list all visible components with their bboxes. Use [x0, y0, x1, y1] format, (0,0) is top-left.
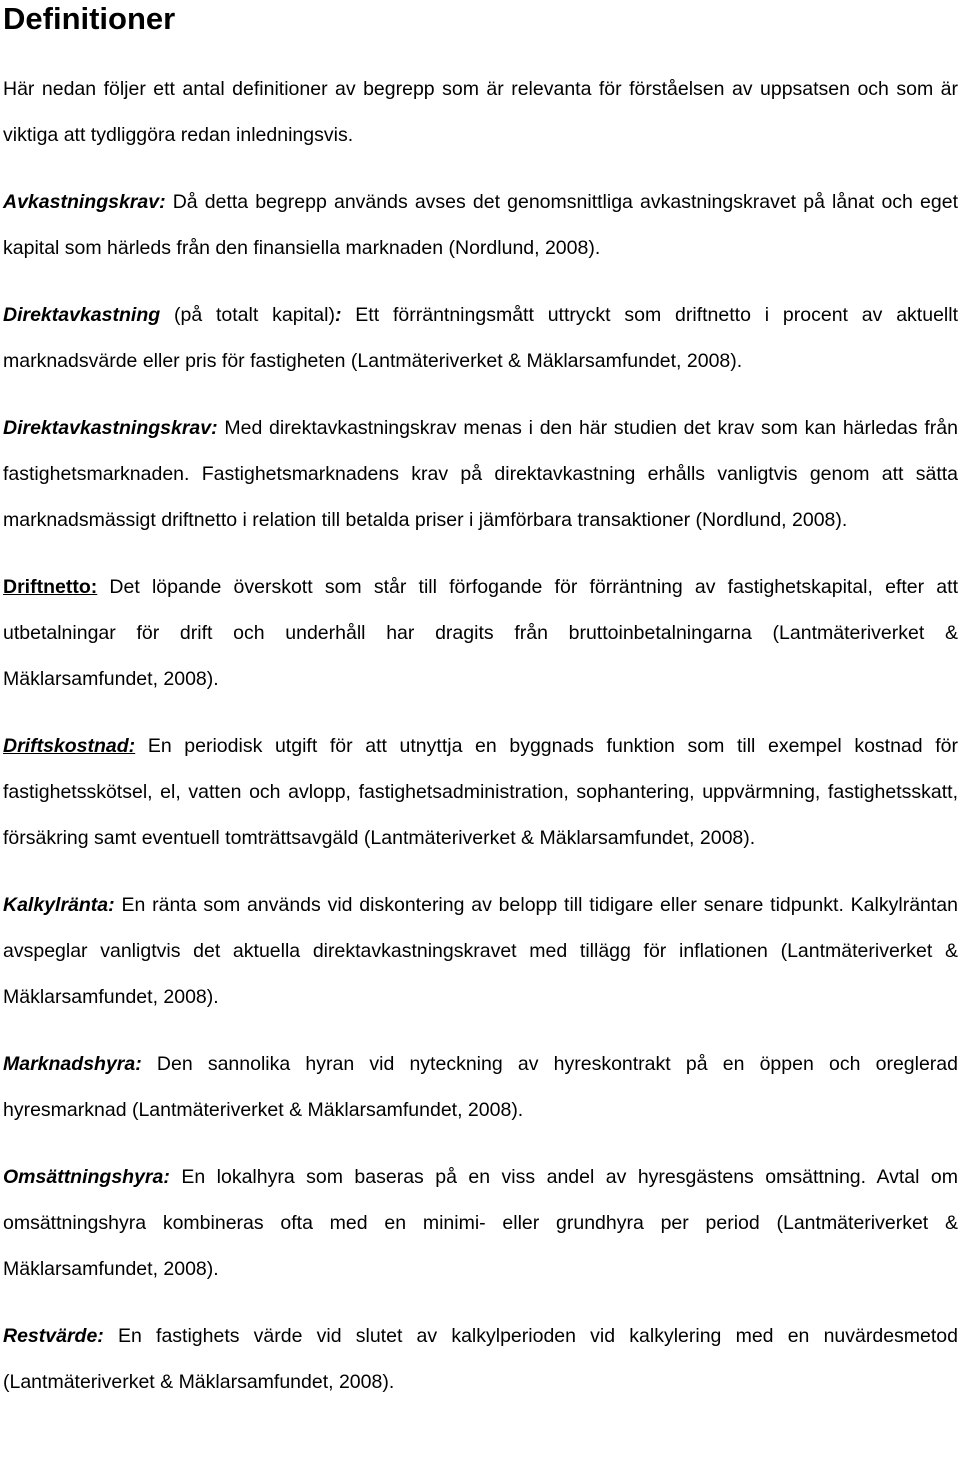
definition-term-colon: : — [334, 304, 342, 326]
definition-term: Kalkylränta: — [3, 894, 115, 916]
page-title: Definitioner — [3, 1, 176, 36]
definition-term-qualifier: (på totalt kapital) — [160, 304, 335, 326]
definition-term: Direktavkastning — [3, 304, 161, 326]
definition-kalkylranta — [3, 882, 958, 1020]
intro-paragraph: Här nedan följer ett antal definitioner av begrepp som är relevanta för förståelsen av uppsatsen och som är viktiga att tydliggöra redan inledningsvis. — [3, 78, 958, 146]
definition-restvarde — [3, 1313, 958, 1405]
definition-direktavkastning — [3, 292, 958, 384]
definition-term: Driftnetto: — [3, 576, 98, 598]
definition-avkastningskrav — [3, 179, 958, 271]
definition-direktavkastningskrav — [3, 405, 958, 543]
document-page — [3, 0, 958, 1405]
definition-text: En lokalhyra som baseras på en viss andel av hyresgästens omsättning. Avtal om omsättningshyra kombineras ofta med en minimi- eller grundhyra per period (Lantmäteriverket & Mäklarsamfundet, 2008). — [3, 1166, 958, 1280]
definition-term: Restvärde: — [3, 1325, 104, 1347]
definition-term: Avkastningskrav: — [3, 191, 166, 213]
definition-text: Då detta begrepp används avses det genomsnittliga avkastningskravet på lånat och eget kapital som härleds från den finansiella marknaden (Nordlund, 2008). — [3, 191, 958, 259]
definition-omsattningshyra — [3, 1154, 958, 1292]
definition-driftskostnad — [3, 723, 958, 861]
definition-text: Det löpande överskott som står till förfogande för förräntning av fastighetskapital, efter att utbetalningar för drift och underhåll har dragits från bruttoinbetalningarna (Lantmäteriverket & Mäklarsamfundet, 2008). — [3, 576, 958, 690]
definition-text: Ett förräntningsmått uttryckt som driftnetto i procent av aktuellt marknadsvärde eller pris för fastigheten (Lantmäteriverket & Mäklarsamfundet, 2008). — [3, 304, 958, 372]
definition-term: Omsättningshyra: — [3, 1166, 170, 1188]
definition-term: Direktavkastningskrav: — [3, 417, 218, 439]
definition-text: Den sannolika hyran vid nyteckning av hyreskontrakt på en öppen och oreglerad hyresmarknad (Lantmäteriverket & Mäklarsamfundet, 2008). — [3, 1053, 958, 1121]
definition-text: En ränta som används vid diskontering av belopp till tidigare eller senare tidpunkt. Kalkylräntan avspeglar vanligtvis det aktuella direktavkastningskravet med tillägg för inflationen (Lantmäteriverket & Mäklarsamfundet, 2008). — [3, 894, 958, 1008]
definition-text: En fastighets värde vid slutet av kalkylperioden vid kalkylering med en nuvärdesmetod (Lantmäteriverket & Mäklarsamfundet, 2008). — [3, 1325, 958, 1393]
definition-term: Driftskostnad: — [3, 735, 136, 757]
definition-term: Marknadshyra: — [3, 1053, 142, 1075]
definition-driftnetto — [3, 564, 958, 702]
definition-text: Med direktavkastningskrav menas i den här studien det krav som kan härledas från fastighetsmarknaden. Fastighetsmarknadens krav på direktavkastning erhålls vanligtvis genom att sätta marknadsmässigt driftnetto i relation till betalda priser i jämförbara transaktioner (Nordlund, 2008). — [3, 417, 958, 531]
definition-marknadshyra — [3, 1041, 958, 1133]
definition-text: En periodisk utgift för att utnyttja en byggnads funktion som till exempel kostnad för fastighetsskötsel, el, vatten och avlopp, fastighetsadministration, sophantering, uppvärmning, fastighetsskatt, försäkring samt eventuell tomträttsavgäld (Lantmäteriverket & Mäklarsamfundet, 2008). — [3, 735, 958, 849]
